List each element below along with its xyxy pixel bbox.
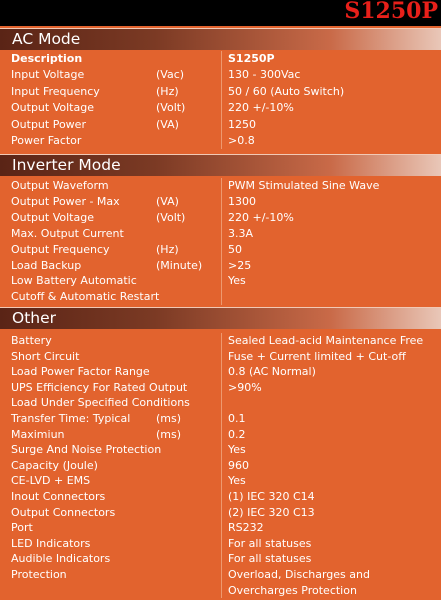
spec-label: Output Power: [11, 117, 86, 131]
spec-label: Battery: [11, 334, 52, 347]
spec-value: 50 / 60 (Auto Switch): [228, 84, 345, 98]
section-title: AC Mode: [12, 30, 81, 48]
column-divider: [221, 178, 222, 305]
top-bar: [0, 0, 441, 26]
spec-value: S1250P: [228, 52, 275, 65]
spec-label: Output Frequency: [11, 242, 110, 256]
spec-value: PWM Stimulated Sine Wave: [228, 179, 380, 192]
spec-label: Inout Connectors: [11, 490, 106, 503]
spec-value: 3.3A: [228, 226, 254, 240]
spec-value: Yes: [228, 443, 246, 457]
spec-unit: (VA): [156, 117, 179, 131]
spec-label: Input Frequency: [11, 84, 100, 98]
spec-unit: (VA): [156, 194, 179, 208]
spec-value: 0.2: [228, 427, 246, 441]
spec-value: 130 - 300Vac: [228, 68, 301, 82]
spec-label: Output Waveform: [11, 179, 109, 192]
spec-label: Audible Indicators: [11, 552, 111, 566]
spec-value: Fuse + Current limited + Cut-off: [228, 349, 406, 363]
spec-label: Power Factor: [11, 134, 82, 147]
spec-label: UPS Efficiency For Rated Output: [11, 380, 188, 394]
spec-value: 1300: [228, 194, 256, 208]
spec-value: 220 +/-10%: [228, 101, 294, 115]
spec-unit: (Vac): [156, 68, 185, 82]
spec-label: Max. Output Current: [11, 226, 124, 240]
spec-value: Overcharges Protection: [228, 583, 357, 597]
spec-value: (2) IEC 320 C13: [228, 505, 315, 519]
spec-value: Yes: [228, 474, 246, 488]
section-header-inverter-mode: [0, 154, 441, 176]
spec-value: >90%: [228, 380, 262, 394]
spec-value: 220 +/-10%: [228, 210, 294, 224]
spec-value: Sealed Lead-acid Maintenance Free: [228, 334, 424, 347]
section-title: Other: [12, 309, 57, 327]
spec-label: Output Voltage: [11, 210, 94, 224]
spec-unit: (ms): [156, 412, 182, 425]
section-title: Inverter Mode: [12, 156, 121, 174]
spec-value: 0.8 (AC Normal): [228, 365, 316, 379]
spec-label: CE-LVD + EMS: [11, 474, 91, 488]
spec-value: 0.1: [228, 412, 246, 425]
spec-unit: (Volt): [156, 101, 186, 115]
column-divider: [221, 333, 222, 598]
spec-value: 50: [228, 242, 242, 256]
spec-unit: (Hz): [156, 84, 179, 98]
spec-value: (1) IEC 320 C14: [228, 490, 315, 503]
spec-value: For all statuses: [228, 552, 312, 566]
spec-label: Load Backup: [11, 258, 82, 272]
spec-label: Capacity (Joule): [11, 458, 98, 472]
spec-label: Cutoff & Automatic Restart: [11, 290, 160, 304]
spec-value: 960: [228, 458, 249, 472]
spec-value: RS232: [228, 521, 264, 535]
spec-unit: (ms): [156, 427, 182, 441]
spec-label: Output Connectors: [11, 505, 116, 519]
section-header-ac-mode: [0, 28, 441, 50]
spec-label: Surge And Noise Protection: [11, 443, 162, 457]
model-title: S1250P: [344, 0, 438, 24]
spec-label: Port: [11, 521, 33, 535]
spec-label: Input Voltage: [11, 68, 85, 82]
spec-label: Output Voltage: [11, 101, 94, 115]
spec-label: Maximiun: [11, 427, 65, 441]
spec-value: 1250: [228, 117, 256, 131]
spec-value: >0.8: [228, 134, 255, 147]
spec-value: >25: [228, 258, 252, 272]
spec-unit: (Volt): [156, 210, 186, 224]
spec-label: Description: [11, 52, 83, 65]
spec-value: Overload, Discharges and: [228, 568, 370, 581]
spec-label: LED Indicators: [11, 536, 91, 550]
spec-value: Yes: [228, 274, 246, 288]
column-divider: [221, 51, 222, 149]
spec-unit: (Hz): [156, 242, 179, 256]
spec-label: Load Power Factor Range: [11, 365, 150, 379]
spec-label: Transfer Time: Typical: [11, 412, 131, 425]
section-header-other: [0, 307, 441, 329]
spec-unit: (Minute): [156, 258, 203, 272]
spec-label: Protection: [11, 568, 67, 581]
spec-label: Output Power - Max: [11, 194, 120, 208]
spec-value: For all statuses: [228, 536, 312, 550]
spec-label: Low Battery Automatic: [11, 274, 137, 288]
spec-label: Load Under Specified Conditions: [11, 396, 190, 410]
spec-label: Short Circuit: [11, 349, 80, 363]
